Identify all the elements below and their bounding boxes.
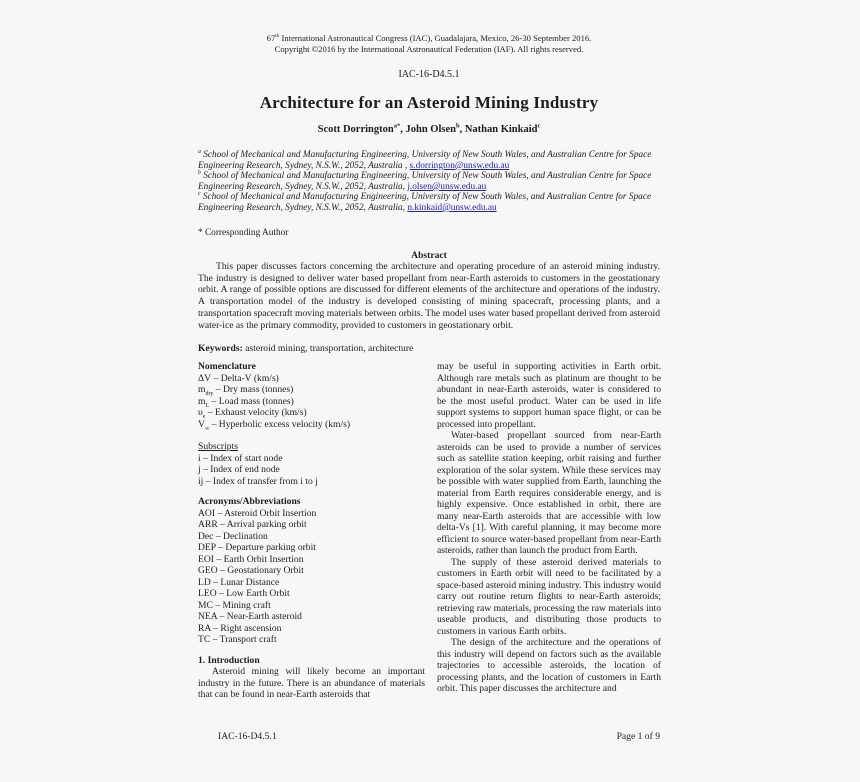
introduction-heading: 1. Introduction: [198, 654, 260, 666]
subscripts-item: ij – Index of transfer from i to j: [198, 475, 318, 487]
symbol: m: [198, 395, 206, 407]
nomenclature-item: [198, 407, 425, 419]
conference-header: [198, 33, 660, 55]
subscripts-item: i – Index of start node: [198, 452, 283, 464]
acronym-item: EOI – Earth Orbit Insertion: [198, 553, 304, 565]
email-link[interactable]: n.kinkaid@unsw.edu.au: [407, 202, 497, 213]
affiliation-text: School of Mechanical and Manufacturing Engineering, University of New South Wales, and Australian Centre for Space Engineering Research, Sydney, N.S.W., 2052, Australia,: [198, 171, 652, 192]
introduction-paragraph: may be useful in supporting activities in Earth orbit. Although rare metals such as platinum are thought to be abundant in near-Earth asteroids, water is considered to be the most useful product. Water can be used in life support systems to support human space flight, or can be processed into propellant.: [437, 361, 661, 430]
left-column: [198, 361, 425, 701]
symbol-subscript: ∞: [204, 425, 210, 432]
definition: – Load mass (tonnes): [209, 395, 294, 407]
author-name: Nathan Kinkaid: [464, 124, 538, 135]
nomenclature-heading: Nomenclature: [198, 361, 256, 372]
author-superscript: a*: [393, 122, 401, 130]
author: [318, 124, 401, 135]
acronym-item: NEA – Near-Earth asteroid: [198, 611, 302, 622]
conference-line-rest: International Astronautical Congress (IAC), Guadalajara, Mexico, 26-30 September 2016.: [279, 33, 592, 43]
author-name: Scott Dorrington: [317, 124, 394, 135]
author-separator: ,: [459, 124, 465, 135]
acronym-item: AOI – Asteroid Orbit Insertion: [198, 507, 317, 519]
affiliation: [198, 171, 662, 192]
author-name: John Olsen: [405, 124, 456, 135]
acronym-item: LEO – Low Earth Orbit: [198, 588, 290, 599]
keywords-line: [198, 343, 660, 354]
right-column: [437, 361, 661, 695]
footer-paper-code: IAC-16-D4.5.1: [218, 731, 277, 742]
introduction-paragraph: The supply of these asteroid derived materials to customers in Earth orbit will need to be facilitated by a space-based asteroid mining industry. This industry would carry out routine return flights to near-Earth asteroids; retrieving raw materials, processing the raw materials into useable products, and distributing those products to customers in various Earth orbits.: [437, 556, 661, 637]
symbol-subscript: L: [205, 402, 210, 409]
symbol-subscript: dry: [205, 390, 214, 397]
definition: – Exhaust velocity (km/s): [205, 407, 307, 418]
introduction-paragraph: Asteroid mining will likely become an important industry in the future. There is an abundance of materials that can be found in near-Earth asteroids that: [198, 666, 425, 700]
acronym-item: LD – Lunar Distance: [198, 576, 280, 588]
affiliation-text: School of Mechanical and Manufacturing Engineering, University of New South Wales, and Australian Centre for Space Engineering Research, Sydney, N.S.W., 2052, Australia,: [198, 192, 652, 213]
author-superscript: c: [537, 122, 541, 130]
introduction-paragraph: Water-based propellant sourced from near-Earth asteroids can be used to provide a number of services such as satellite station keeping, orbit raising and further exploration of the solar system. While these services may be possible with water supplied from Earth, launching the material from Earth requires considerable energy, and is highly expensive. Once established in orbit, there are many near-Earth asteroids that are accessible with low delta-Vs [1]. With careful planning, it may become more efficient to source water-based propellant from near-Earth asteroids, rather than launch the product from Earth.: [437, 430, 661, 556]
subscripts-heading: Subscripts: [198, 441, 238, 452]
acronym-item: ARR – Arrival parking orbit: [198, 519, 307, 530]
page-footer: [198, 731, 660, 742]
symbol: υ: [198, 407, 203, 418]
keywords-label: Keywords:: [198, 343, 243, 354]
nomenclature-item: [198, 419, 425, 431]
definition: – Delta-V (km/s): [211, 372, 279, 384]
author: [405, 124, 459, 135]
affiliation-superscript: b: [198, 170, 201, 177]
paper-code: IAC-16-D4.5.1: [398, 69, 460, 80]
acronym-item: TC – Transport craft: [198, 634, 277, 645]
conference-line-superscript: th: [275, 33, 280, 40]
footer-page-number: Page 1 of 9: [616, 731, 660, 742]
nomenclature-item: [198, 396, 425, 408]
acronym-item: MC – Mining craft: [198, 599, 271, 611]
acronym-item: GEO – Geostationary Orbit: [198, 565, 304, 576]
definition: – Hyperbolic excess velocity (km/s): [209, 418, 351, 430]
conference-line: [198, 33, 660, 44]
nomenclature-item: [198, 384, 425, 396]
introduction-paragraph: The design of the architecture and the operations of this industry will depend on factors such as the available trajectories to accessible asteroids, the location of processing plants, and the location of customers in Earth orbit. This paper discusses the architecture and: [437, 637, 661, 694]
nomenclature-item: [198, 373, 425, 385]
copyright-line: Copyright ©2016 by the International Astronautical Federation (IAF). All rights reserved.: [274, 43, 584, 54]
symbol-subscript: e: [202, 413, 206, 420]
keywords-text: asteroid mining, transportation, architecture: [242, 343, 414, 354]
acronym-item: RA – Right ascension: [198, 622, 282, 634]
abstract-text: This paper discusses factors concerning the architecture and operating procedure of an asteroid mining industry. The industry is designed to deliver water based propellant from near-Earth asteroids to customers in the geostationary orbit. A range of possible options are discussed for different elements of the architecture and operations of the industry. A transportation model of the industry is developed consisting of mining spacecraft, processing plants, and a transportation spacecraft moving materials between orbits. The model uses water based propellant derived from asteroid water-ice as the primary commodity, provided to customers in geostationary orbit.: [198, 261, 660, 331]
symbol: ΔV: [198, 372, 212, 384]
conference-line-text: 67: [266, 33, 276, 43]
subscripts-item: j – Index of end node: [198, 464, 280, 475]
email-link[interactable]: s.dorrington@unsw.edu.au: [409, 160, 510, 171]
affiliation-superscript: c: [198, 191, 201, 198]
author-superscript: b: [455, 122, 460, 130]
affiliation-superscript: a: [198, 148, 201, 155]
author-separator: ,: [400, 124, 406, 135]
definition: – Dry mass (tonnes): [213, 384, 294, 395]
email-link[interactable]: j.olsen@unsw.edu.au: [407, 181, 487, 192]
page-title: Architecture for an Asteroid Mining Industry: [259, 93, 599, 112]
authors-line: [198, 124, 660, 135]
acronym-item: Dec – Declination: [198, 530, 268, 542]
symbol: m: [198, 384, 206, 395]
author: [465, 124, 541, 135]
affiliation: [198, 150, 662, 171]
symbol: V: [198, 418, 205, 430]
acronyms-heading: Acronyms/Abbreviations: [198, 496, 301, 507]
affiliation-text: School of Mechanical and Manufacturing Engineering, University of New South Wales, and Australian Centre for Space Engineering Research, Sydney, N.S.W., 2052, Australia ,: [198, 150, 652, 171]
affiliation: [198, 192, 662, 213]
acronym-item: DEP – Departure parking orbit: [198, 542, 316, 553]
affiliations-block: [198, 150, 662, 214]
corresponding-author-note: * Corresponding Author: [198, 228, 289, 238]
abstract-heading: Abstract: [411, 250, 447, 261]
